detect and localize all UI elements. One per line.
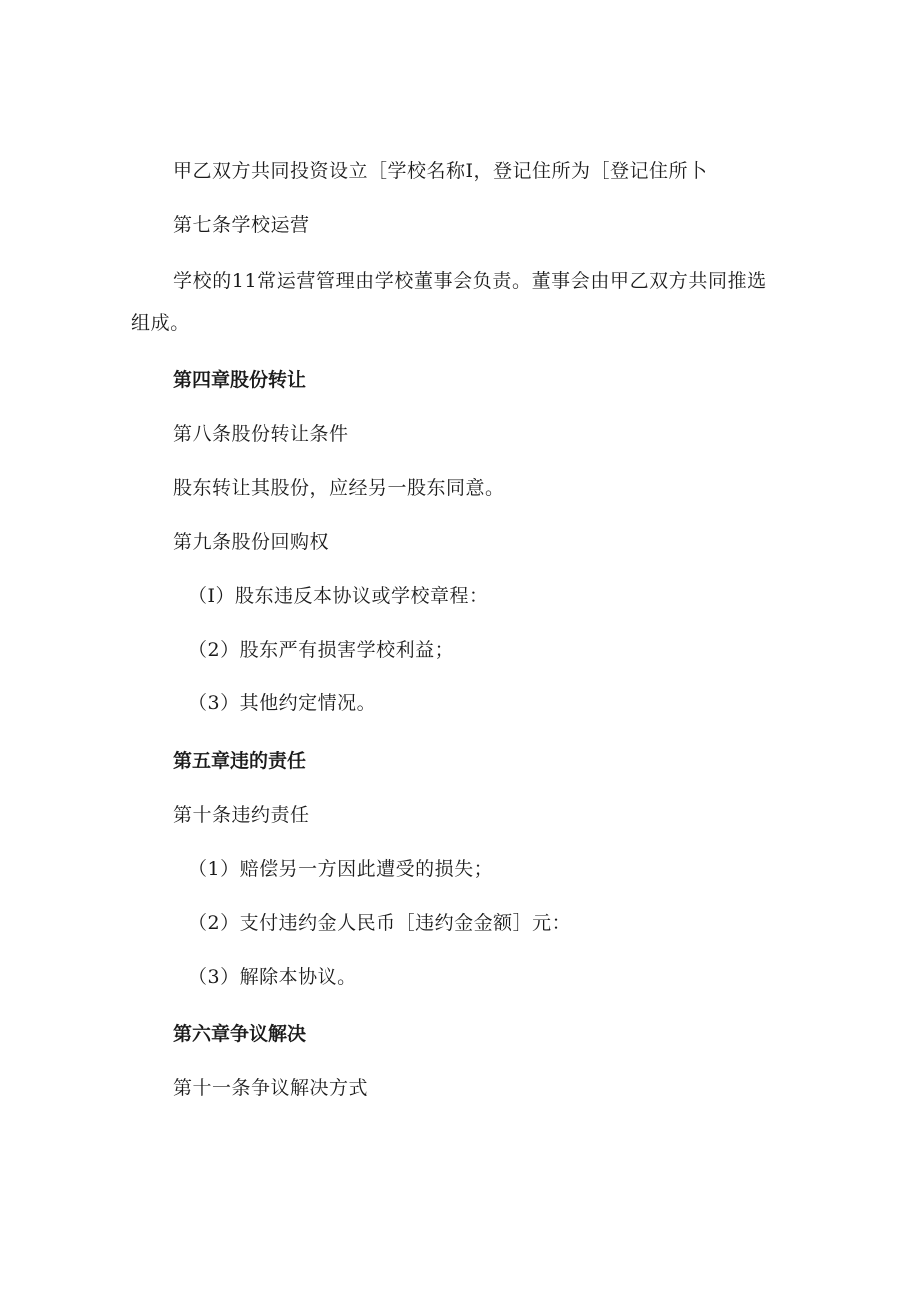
- chapter-6-heading: 第六章争议解决: [173, 1023, 307, 1045]
- article-10-item-2: （2）支付违约金人民币［违约金金额］元：: [188, 912, 572, 934]
- article-8-title: 第八条股份转让条件: [173, 423, 349, 445]
- article-9-title: 第九条股份回购权: [173, 531, 330, 553]
- article-8-body: 股东转让其股份，应经另一股东同意。: [173, 477, 505, 499]
- chapter-4-heading: 第四章股份转让: [173, 369, 307, 391]
- article-9-item-3: （3）其他约定情况。: [188, 692, 377, 714]
- article-9-item-2: （2）股东严有损害学校利益；: [188, 639, 455, 661]
- article-10-item-1: （1）赔偿另一方因此遭受的损失；: [188, 858, 494, 880]
- article-9-item-1: （I）股东违反本协议或学校章程：: [188, 585, 489, 607]
- article-7-title: 第七条学校运营: [173, 214, 310, 236]
- paragraph-investment: 甲乙双方共同投资设立［学校名称I，登记住所为［登记住所卜: [173, 160, 708, 182]
- article-7-body: 学校的11常运营管理由学校董事会负责。董事会由甲乙双方共同推选组成。: [131, 270, 767, 334]
- article-10-title: 第十条违约责任: [173, 804, 310, 826]
- article-11-title: 第十一条争议解决方式: [173, 1077, 369, 1099]
- chapter-5-heading: 第五章违的责任: [173, 750, 307, 772]
- article-10-item-3: （3）解除本协议。: [188, 966, 357, 988]
